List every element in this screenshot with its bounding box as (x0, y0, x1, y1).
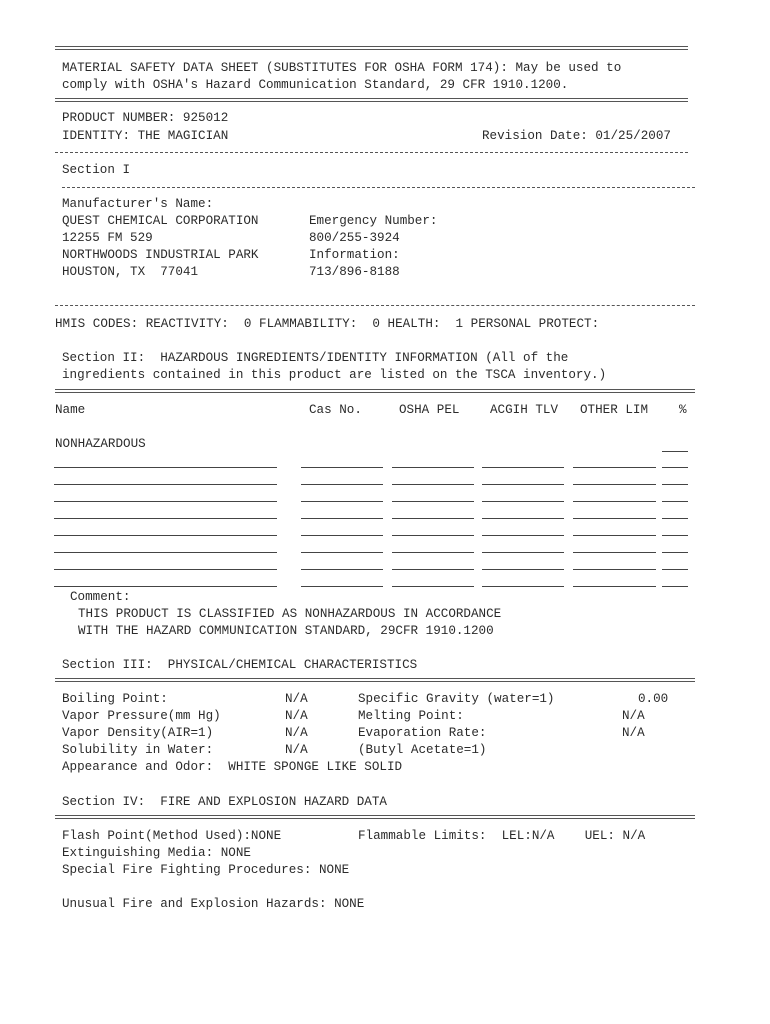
ingredient-blank-line (573, 552, 656, 553)
double-rule-title (55, 98, 688, 102)
ingredient-blank-line (301, 501, 383, 502)
information-label: Information: (309, 248, 400, 262)
ingredient-blank-line (662, 501, 688, 502)
product-identity: IDENTITY: THE MAGICIAN (62, 129, 229, 143)
title-line-1: MATERIAL SAFETY DATA SHEET (SUBSTITUTES FOR OSHA FORM 174): May be used to (62, 61, 622, 75)
ingredient-blank-line (573, 569, 656, 570)
evaporation-rate-label: Evaporation Rate: (358, 726, 487, 740)
ingredient-blank-line (482, 535, 564, 536)
extinguishing-media: Extinguishing Media: NONE (62, 846, 251, 860)
unusual-hazards: Unusual Fire and Explosion Hazards: NONE (62, 897, 365, 911)
ingredient-blank-line (482, 467, 564, 468)
ingredient-blank-line (662, 586, 688, 587)
ingredient-blank-line (301, 535, 383, 536)
emergency-number: 800/255-3924 (309, 231, 400, 245)
ingredient-blank-line (392, 501, 474, 502)
ingredient-blank-line (662, 569, 688, 570)
hmis-codes: HMIS CODES: REACTIVITY: 0 FLAMMABILITY: 0 HEALTH: 1 PERSONAL PROTECT: (55, 317, 600, 331)
ingredient-blank-line (392, 484, 474, 485)
col-other-lim: OTHER LIM (580, 403, 649, 417)
section-2-heading-2: ingredients contained in this product are listed on the TSCA inventory.) (62, 368, 607, 382)
ingredient-blank-line (392, 586, 474, 587)
col-percent: % (679, 403, 687, 417)
ingredient-blank-line (392, 552, 474, 553)
solubility-label: Solubility in Water: (62, 743, 214, 757)
solubility-value: N/A (285, 743, 308, 757)
double-rule-section-2 (55, 389, 695, 393)
ingredient-blank-line (573, 467, 656, 468)
boiling-point-label: Boiling Point: (62, 692, 168, 706)
col-acgih-tlv: ACGIH TLV (490, 403, 559, 417)
special-procedures: Special Fire Fighting Procedures: NONE (62, 863, 350, 877)
ingredient-blank-line (573, 518, 656, 519)
col-cas: Cas No. (309, 403, 362, 417)
evaporation-rate-value: N/A (622, 726, 645, 740)
section-1-heading: Section I (62, 163, 131, 177)
ingredient-blank-line (301, 552, 383, 553)
double-rule-section-3 (55, 678, 695, 682)
ingredient-blank-line (54, 552, 277, 553)
manufacturer-address-2: NORTHWOODS INDUSTRIAL PARK (62, 248, 259, 262)
ingredient-blank-line (54, 535, 277, 536)
ingredient-blank-line (301, 569, 383, 570)
vapor-density-value: N/A (285, 726, 308, 740)
manufacturer-address-3: HOUSTON, TX 77041 (62, 265, 199, 279)
ingredient-blank-line (54, 467, 277, 468)
ingredient-blank-line (482, 569, 564, 570)
manufacturer-address-1: 12255 FM 529 (62, 231, 153, 245)
information-number: 713/896-8188 (309, 265, 400, 279)
manufacturer-name: QUEST CHEMICAL CORPORATION (62, 214, 259, 228)
comment-line-2: WITH THE HAZARD COMMUNICATION STANDARD, 29CFR 1910.1200 (78, 624, 494, 638)
ingredient-blank-line (482, 518, 564, 519)
ingredient-blank-line (54, 586, 277, 587)
vapor-pressure-value: N/A (285, 709, 308, 723)
ingredient-blank-line (482, 552, 564, 553)
appearance-odor: Appearance and Odor: WHITE SPONGE LIKE SOLID (62, 760, 403, 774)
butyl-acetate-note: (Butyl Acetate=1) (358, 743, 487, 757)
col-name: Name (55, 403, 86, 417)
dashed-rule-product (55, 152, 688, 153)
ingredient-blank-line (662, 467, 688, 468)
ingredient-blank-line (54, 501, 277, 502)
ingredient-blank-line (392, 569, 474, 570)
ingredient-blank-line (392, 467, 474, 468)
comment-label: Comment: (70, 590, 131, 604)
emergency-label: Emergency Number: (309, 214, 438, 228)
section-2-heading-1: Section II: HAZARDOUS INGREDIENTS/IDENTITY INFORMATION (All of the (62, 351, 569, 365)
ingredient-nonhazardous: NONHAZARDOUS (55, 437, 146, 451)
melting-point-label: Melting Point: (358, 709, 464, 723)
ingredient-blank-line (662, 535, 688, 536)
comment-line-1: THIS PRODUCT IS CLASSIFIED AS NONHAZARDOUS IN ACCORDANCE (78, 607, 502, 621)
revision-date: Revision Date: 01/25/2007 (482, 129, 671, 143)
ingredient-blank-line (662, 518, 688, 519)
col-osha-pel: OSHA PEL (399, 403, 460, 417)
ingredient-blank-line (573, 586, 656, 587)
ingredient-blank-line (54, 569, 277, 570)
vapor-density-label: Vapor Density(AIR=1) (62, 726, 214, 740)
specific-gravity-value: 0.00 (638, 692, 669, 706)
ingredient-blank-line (54, 484, 277, 485)
title-line-2: comply with OSHA's Hazard Communication Standard, 29 CFR 1910.1200. (62, 78, 569, 92)
section-3-heading: Section III: PHYSICAL/CHEMICAL CHARACTERISTICS (62, 658, 418, 672)
ingredient-blank-line (301, 467, 383, 468)
vapor-pressure-label: Vapor Pressure(mm Hg) (62, 709, 221, 723)
ingredient-blank-line (573, 501, 656, 502)
ingredient-blank-line (662, 552, 688, 553)
specific-gravity-label: Specific Gravity (water=1) (358, 692, 555, 706)
ingredient-blank-line (301, 586, 383, 587)
ingredient-blank-line (482, 484, 564, 485)
double-rule-top (55, 46, 688, 50)
flash-point: Flash Point(Method Used):NONE (62, 829, 282, 843)
ingredient-blank-line (482, 586, 564, 587)
ingredient-blank-line (573, 484, 656, 485)
ingredient-blank-line (662, 451, 688, 452)
dashed-rule-hmis (55, 305, 695, 306)
ingredient-blank-line (54, 518, 277, 519)
ingredient-blank-line (662, 484, 688, 485)
boiling-point-value: N/A (285, 692, 308, 706)
section-4-heading: Section IV: FIRE AND EXPLOSION HAZARD DATA (62, 795, 387, 809)
ingredient-blank-line (392, 535, 474, 536)
flammable-limits: Flammable Limits: LEL:N/A UEL: N/A (358, 829, 646, 843)
dashed-rule-section-1 (62, 187, 695, 188)
double-rule-section-4 (55, 815, 695, 819)
product-number: PRODUCT NUMBER: 925012 (62, 111, 229, 125)
ingredient-blank-line (392, 518, 474, 519)
manufacturer-label: Manufacturer's Name: (62, 197, 214, 211)
ingredient-blank-line (301, 518, 383, 519)
ingredient-blank-line (573, 535, 656, 536)
ingredient-blank-line (301, 484, 383, 485)
melting-point-value: N/A (622, 709, 645, 723)
ingredient-blank-line (482, 501, 564, 502)
